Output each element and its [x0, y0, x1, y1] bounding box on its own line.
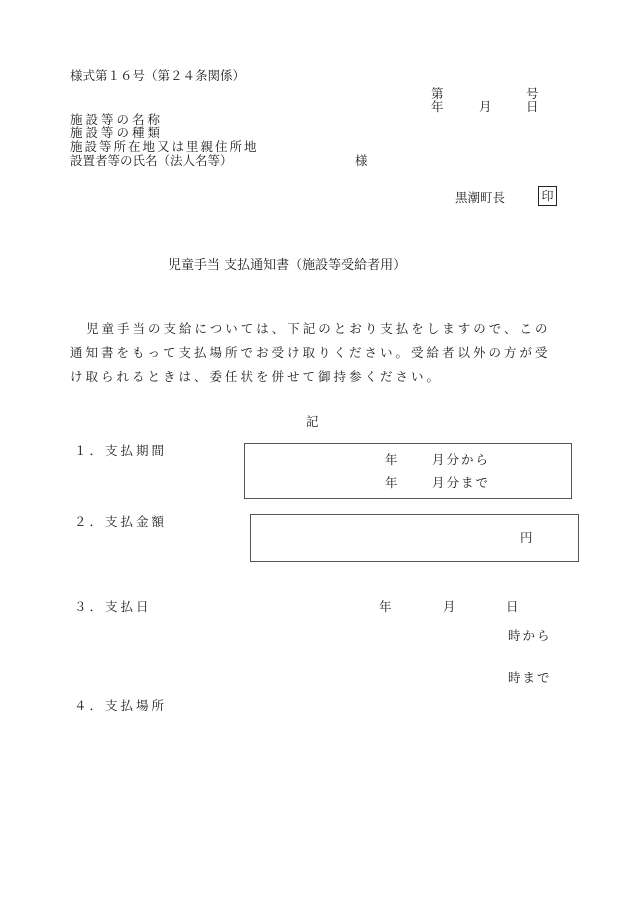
payment-month: 月 — [443, 599, 456, 614]
facility-name-label: 施設等の名称 — [70, 112, 164, 127]
form-label: 様式第１６号（第２４条関係） — [70, 68, 246, 83]
body-line-1: 児童手当の支給については、下記のとおり支払をしますので、この — [86, 321, 551, 336]
payment-from-time: 時から — [508, 628, 552, 643]
payment-year: 年 — [379, 599, 392, 614]
period-to-year: 年 — [385, 475, 398, 490]
period-to-month: 月分まで — [432, 475, 491, 490]
payment-place-label: ４．支払場所 — [74, 698, 168, 713]
payment-date-label: ３．支払日 — [74, 599, 152, 614]
seal-stamp: 印 — [538, 186, 557, 206]
issue-month: 月 — [479, 99, 492, 114]
facility-address-label: 施設等所在地又は里親住所地 — [70, 139, 259, 154]
issue-year: 年 — [431, 99, 444, 114]
period-label: １．支払期間 — [74, 443, 168, 458]
document-title: 児童手当 支払通知書（施設等受給者用） — [168, 258, 407, 273]
doc-number-prefix: 第 — [431, 86, 444, 101]
issue-day: 日 — [526, 99, 539, 114]
facility-type-label: 施設等の種類 — [70, 125, 164, 140]
amount-unit: 円 — [520, 530, 533, 545]
period-box — [244, 443, 572, 499]
honorific: 様 — [355, 153, 368, 168]
issuer-name: 黒潮町長 — [455, 190, 506, 205]
ki-heading: 記 — [306, 414, 319, 429]
body-line-2: 通知書をもって支払場所でお受け取りください。受給者以外の方が受 — [70, 345, 551, 360]
founder-name-label: 設置者等の氏名（法人名等） — [70, 153, 233, 168]
period-from-month: 月分から — [432, 452, 491, 467]
amount-label: ２．支払金額 — [74, 514, 168, 529]
doc-number-suffix: 号 — [526, 86, 539, 101]
payment-to-time: 時まで — [508, 670, 552, 685]
body-line-3: け取られるときは、委任状を併せて御持参ください。 — [70, 369, 443, 384]
period-from-year: 年 — [385, 452, 398, 467]
payment-day: 日 — [506, 599, 519, 614]
